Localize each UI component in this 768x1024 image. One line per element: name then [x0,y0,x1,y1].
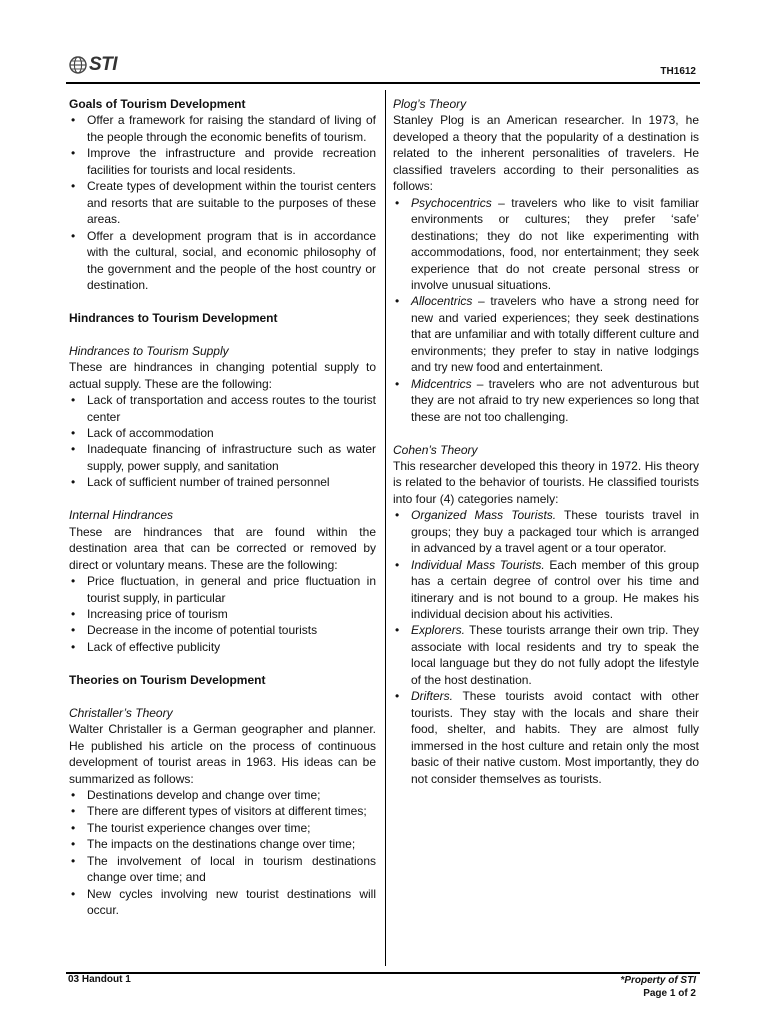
list-item: • The involvement of local in tourism destinations change over time; and [69,853,376,886]
section-heading-theories: Theories on Tourism Development [69,672,266,687]
plog-list [393,195,699,425]
definition-text: These tourists arrange their own trip. They associate with local residents and try to speak the local language but they do not fully adopt the lifestyle of the host destination. [411,623,699,687]
list-item [393,688,699,787]
header-rule [66,82,700,84]
page-number: Page 1 of 2 [643,988,696,999]
subheading-christaller: Christaller’s Theory [69,705,173,720]
list-item: • Increasing price of tourism [69,606,376,622]
internal-list [69,573,376,655]
logo-wordmark: STI [89,54,118,75]
term-individual-mass-tourists: Individual Mass Tourists. [411,557,545,572]
sti-globe-icon [68,55,88,75]
list-item: • Lack of sufficient number of trained personnel [69,474,376,490]
definition-text: These tourists avoid contact with other tourists. They stay with the locals and share their food, shelter, and habits. They are almost fully immersed in the host culture and retain only the most basic of their native custom. Most importantly, they do not consider themselves as tourists. [411,689,699,786]
list-item: • Create types of development within the tourist centers and resorts that are suitable to the purposes of these areas. [69,178,376,227]
list-item [393,557,699,623]
list-item [393,376,699,425]
list-item [393,507,699,556]
list-item: • Offer a development program that is in accordance with the cultural, social, and economic philosophy of the government and the people of the host country or destination. [69,228,376,294]
handout-label: 03 Handout 1 [68,974,131,985]
list-item: • Improve the infrastructure and provide recreation facilities for tourists and local residents. [69,145,376,178]
definition-text: – travelers who are not adventurous but they are not afraid to try new experiences so long that these are not too challenging. [411,376,699,424]
list-item: • The impacts on the destinations change over time; [69,836,376,852]
list-item: • Lack of effective publicity [69,639,376,655]
list-item: • Offer a framework for raising the standard of living of the people through the economic benefits of tourism. [69,112,376,145]
footer-right [620,974,696,1000]
list-item: • There are different types of visitors at different times; [69,803,376,819]
paragraph-cohen-intro: This researcher developed this theory in 1972. His theory is related to the behavior of tourists. He classified tourists into four (4) categories namely: [393,458,699,506]
list-item [393,622,699,688]
goals-list [69,112,376,293]
list-item: • Destinations develop and change over time; [69,787,376,803]
definition-text: – travelers who have a strong need for new and varied experiences; they seek destinations that are unfamiliar and with totally different culture and environments; they prefer to stay in native lodgings and try new food and entertainment. [411,294,699,375]
left-column [69,96,376,919]
paragraph-internal-intro: These are hindrances that are found within the destination area that can be corrected or removed by direct or voluntary means. These are the following: [69,524,376,572]
definition-text: These tourists travel in groups; they buy a packaged tour which is arranged in advanced by a travel agent or a tour operator. [411,508,699,556]
right-column [393,96,699,787]
term-allocentrics: Allocentrics [411,294,473,309]
definition-text: Each member of this group has a certain degree of control over his time and itinerary and is not bound to a group. He makes his individual decision about his activities. [411,557,699,622]
subheading-internal: Internal Hindrances [69,508,174,523]
term-drifters: Drifters. [411,689,453,704]
paragraph-christaller-intro: Walter Christaller is a German geographer and planner. He published his article on the process of continuous development of tourist areas in 1963. His ideas can be summarized as follows: [69,722,376,786]
list-item [393,293,699,375]
list-item: • The tourist experience changes over time; [69,820,376,836]
paragraph-supply-intro: These are hindrances in changing potential supply to actual supply. These are the following: [69,360,376,391]
column-divider [385,90,386,966]
supply-list [69,392,376,491]
list-item [393,195,699,294]
definition-text: – travelers who like to visit familiar environments or cultures; they prefer ‘safe’ destinations; they do not like experimenting with accommodations, food, nor entertainment; they seek experience that do not create personal stress or involve unusual situations. [411,195,699,292]
paragraph-plog-intro: Stanley Plog is an American researcher. In 1973, he developed a theory that the popularity of a destination is related to the inherent personalities of travelers. He classified travelers according to their personalities as follows: [393,113,699,194]
section-heading-hindrances: Hindrances to Tourism Development [69,310,278,325]
list-item: • Lack of accommodation [69,425,376,441]
sti-logo [68,54,117,76]
list-item: • New cycles involving new tourist destinations will occur. [69,886,376,919]
list-item: • Price fluctuation, in general and price fluctuation in tourist supply, in particular [69,573,376,606]
section-heading-goals: Goals of Tourism Development [69,97,246,111]
term-psychocentrics: Psychocentrics [411,195,492,210]
subheading-plog: Plog’s Theory [393,97,467,111]
subheading-cohen: Cohen’s Theory [393,442,478,457]
list-item: • Decrease in the income of potential tourists [69,622,376,638]
subheading-supply: Hindrances to Tourism Supply [69,343,229,358]
term-midcentrics: Midcentrics [411,376,472,391]
christaller-list [69,787,376,919]
term-organized-mass-tourists: Organized Mass Tourists. [411,508,557,523]
document-code: TH1612 [660,66,696,77]
footer-rule [66,972,700,974]
cohen-list [393,507,699,787]
list-item: • Lack of transportation and access routes to the tourist center [69,392,376,425]
term-explorers: Explorers. [411,623,466,638]
property-note: *Property of STI [620,975,696,986]
list-item: • Inadequate financing of infrastructure such as water supply, power supply, and sanitation [69,441,376,474]
